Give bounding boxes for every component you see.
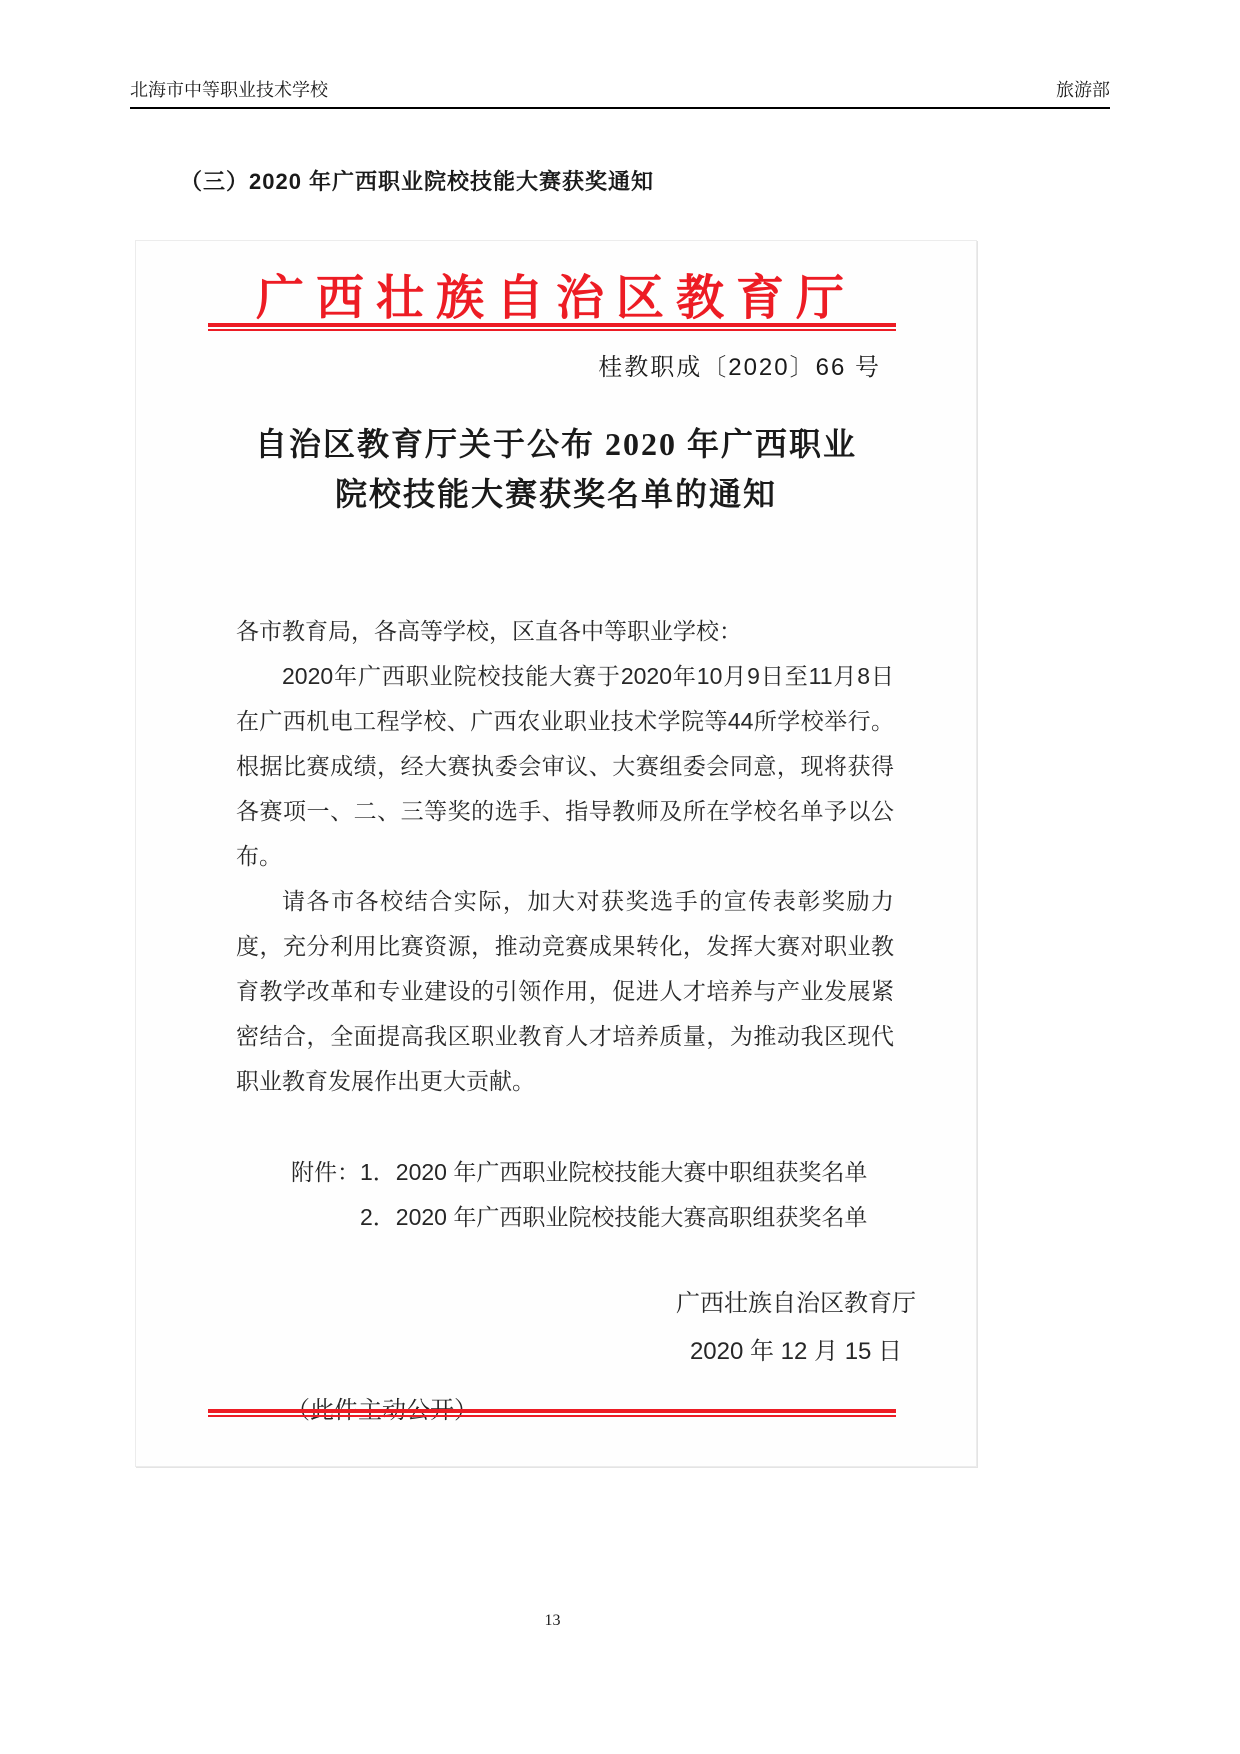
running-header (130, 76, 1110, 109)
document-number: 桂教职成〔2020〕66 号 (598, 354, 881, 381)
notice-title-line1: 自治区教育厅关于公布 2020 年广西职业 (254, 426, 857, 462)
paragraph-1: 2020年广西职业院校技能大赛于2020年10月9日至11月8日在广西机电工程学校、广西农业职业技术学院等44所学校举行。根据比赛成绩，经大赛执委会审议、大赛组委会同意，现将获得各赛项一、二、三等奖的选手、指导教师及所在学校名单予以公布。 (236, 663, 894, 869)
signature-agency: 广西壮族自治区教育厅 (676, 1290, 916, 1317)
scanned-notice-image (135, 240, 977, 1467)
letterhead-divider-rule (208, 323, 896, 331)
header-department: 旅游部 (1056, 80, 1110, 100)
notice-title-line2: 院校技能大赛获奖名单的通知 (334, 476, 777, 512)
page-number: 13 (544, 1612, 561, 1629)
header-school-name: 北海市中等职业技术学校 (130, 80, 328, 100)
attachment-item: 2．2020 年广西职业院校技能大赛高职组获奖名单 (360, 1204, 868, 1230)
salutation: 各市教育局，各高等学校，区直各中等职业学校： (236, 618, 742, 644)
attachments-label: 附件： (291, 1159, 360, 1185)
notice-title (136, 419, 976, 519)
signature-block (656, 1280, 936, 1376)
footer-divider-rule (208, 1409, 896, 1417)
section-heading: （三）2020 年广西职业院校技能大赛获奖通知 (180, 169, 655, 194)
attachments-block (291, 1150, 894, 1240)
attachments-list (360, 1150, 867, 1240)
signature-date: 2020 年 12 月 15 日 (689, 1338, 903, 1365)
disclosure-note: （此件主动公开） (286, 1397, 478, 1424)
notice-body (236, 609, 916, 1433)
paragraph-2: 请各市各校结合实际，加大对获奖选手的宣传表彰奖励力度，充分利用比赛资源，推动竞赛成果转化，发挥大赛对职业教育教学改革和专业建设的引领作用，促进人才培养与产业发展紧密结合，全面提高我区职业教育人才培养质量，为推动我区现代职业教育发展作出更大贡献。 (236, 888, 894, 1094)
attachment-item: 1．2020 年广西职业院校技能大赛中职组获奖名单 (360, 1159, 868, 1185)
agency-letterhead-title: 广西壮族自治区教育厅 (255, 272, 856, 325)
